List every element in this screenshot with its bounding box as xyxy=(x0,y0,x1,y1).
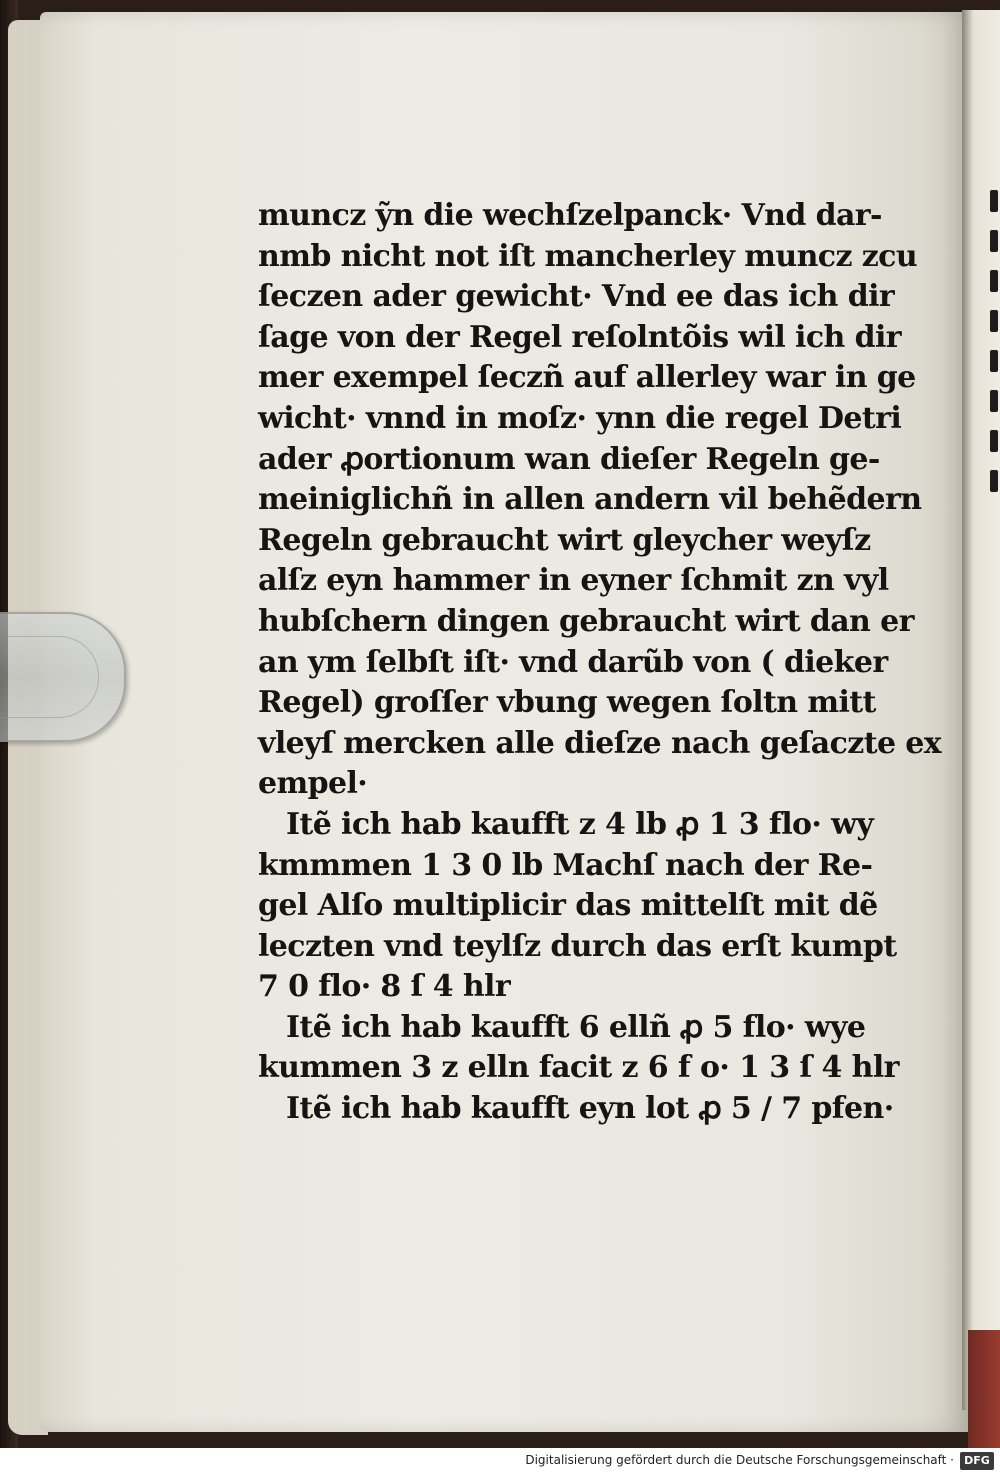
text-line: nmb nicht not iſt mancherley muncz zcu xyxy=(258,238,918,274)
digitization-footer xyxy=(0,1448,1000,1475)
text-line: Regel) groſſer vbung wegen ſoltn mitt xyxy=(258,685,876,721)
text-line: vleyſ mercken alle dieſze nach geſaczte ex xyxy=(258,725,942,761)
text-line-paragraph-start: Itẽ ich hab kaufft z 4 lb ꝓ 1 3 flo· wy xyxy=(286,806,874,842)
text-line: alſz eyn hammer in eyner ſchmit zn vyl xyxy=(258,563,889,599)
blackletter-text-block xyxy=(258,196,942,1130)
text-line: hubſchern dingen gebraucht wirt dan er xyxy=(258,603,914,639)
dfg-logo: DFG xyxy=(960,1452,994,1470)
text-line: leczten vnd teylſz durch das erſt kumpt xyxy=(258,928,897,964)
text-line: an ym ſelbſt iſt· vnd darũb von ( dieker xyxy=(258,644,888,680)
text-line: wicht· vnnd in moſz· ynn die regel Detri xyxy=(258,400,902,436)
text-line: muncz ỹn die wechſzelpanck· Vnd dar- xyxy=(258,198,882,233)
facing-page-text-fragments xyxy=(990,190,998,550)
text-line: ſeczen ader gewicht· Vnd ee das ich dir xyxy=(258,279,895,315)
text-line-paragraph-start: Itẽ ich hab kaufft 6 ellñ ꝓ 5 flo· wye xyxy=(286,1009,866,1045)
text-line: 7 0 flo· 8 ſ 4 hlr xyxy=(258,969,511,1005)
page-holder-clip xyxy=(0,612,126,742)
text-line: kummen 3 z elln facit z 6 f o· 1 3 ſ 4 hlr xyxy=(258,1050,899,1086)
text-line: meiniglichñ in allen andern vil behẽdern xyxy=(258,482,922,518)
cover-edge xyxy=(968,1330,1000,1448)
text-line: kmmmen 1 3 0 lb Machſ nach der Re- xyxy=(258,847,873,883)
funding-credit: Digitalisierung gefördert durch die Deutsche Forschungsgemeinschaft · xyxy=(525,1453,954,1467)
text-line: gel Alſo multiplicir das mittelſt mit dẽ xyxy=(258,888,878,924)
text-line: ſage von der Regel reſolntõis wil ich dir xyxy=(258,319,901,355)
text-line: mer exempel ſeczñ auf allerley war in ge xyxy=(258,360,916,396)
text-line-paragraph-start: Itẽ ich hab kaufft eyn lot ꝓ 5 / 7 pfen· xyxy=(286,1091,894,1127)
text-line: Regeln gebraucht wirt gleycher weyſz xyxy=(258,522,871,558)
text-line: empel· xyxy=(258,766,368,802)
text-line: ader ꝓortionum wan dieſer Regeln ge- xyxy=(258,441,880,477)
